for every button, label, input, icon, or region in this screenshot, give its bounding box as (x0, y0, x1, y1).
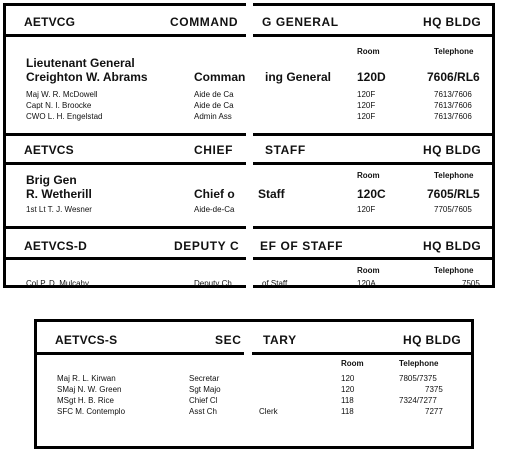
section-title-sec-cont: TARY (263, 333, 297, 347)
staff-phone: 7613/7606 (434, 90, 472, 99)
staff-position: Deputy Ch (194, 279, 232, 288)
staff-room: 120F (357, 90, 376, 99)
staff-name: 1st Lt T. J. Wesner (26, 205, 92, 214)
section-bldg-sec: HQ BLDG (403, 333, 462, 347)
room-header: Room (357, 266, 380, 275)
staff-room: 118 (341, 407, 354, 416)
staff-phone: 7705/7605 (434, 205, 472, 214)
lead-position-cont: ing General (265, 70, 332, 84)
section-title-cos-cont: STAFF (265, 143, 306, 157)
staff-name: Capt N. I. Broocke (26, 101, 92, 110)
staff-name: Maj R. L. Kirwan (57, 374, 116, 383)
section-bldg-cg: HQ BLDG (423, 15, 482, 29)
lead-position-cont: Staff (258, 187, 285, 201)
lead-position: Comman (194, 70, 246, 84)
section-bldg-dcos: HQ BLDG (423, 239, 482, 253)
section-title-cos: CHIEF (194, 143, 233, 157)
staff-position: Aide de Ca (194, 90, 234, 99)
staff-room: 120F (357, 112, 376, 121)
section-title-dcos-cont: EF OF STAFF (260, 239, 344, 253)
staff-phone: 7805/7375 (399, 374, 437, 383)
directory-card-secretary (34, 319, 474, 449)
staff-position: Sgt Majo (189, 385, 221, 394)
lead-phone: 7606/RL6 (427, 70, 480, 84)
lead-rank: Brig Gen (26, 173, 77, 187)
lead-name: Creighton W. Abrams (26, 70, 148, 84)
staff-name: SFC M. Contemplo (57, 407, 126, 416)
staff-room: 120F (357, 205, 376, 214)
staff-position-cont: Clerk (259, 407, 278, 416)
staff-phone: 7324/7277 (399, 396, 437, 405)
staff-position: Admin Ass (194, 112, 232, 121)
staff-phone: 7375 (425, 385, 443, 394)
telephone-header: Telephone (434, 47, 474, 56)
staff-room: 120 (341, 385, 355, 394)
section-code-cg: AETVCG (24, 15, 76, 29)
section-code-sec: AETVCS-S (55, 333, 118, 347)
lead-room: 120C (357, 187, 386, 201)
lead-rank: Lieutenant General (26, 56, 135, 70)
staff-phone: 7613/7606 (434, 112, 472, 121)
section-code-cos: AETVCS (24, 143, 74, 157)
section-title-sec: SEC (215, 333, 242, 347)
staff-name: Col P. D. Mulcahy (26, 279, 89, 288)
staff-name: Maj W. R. McDowell (26, 90, 98, 99)
staff-position: Aide de Ca (194, 101, 234, 110)
section-code-dcos: AETVCS-D (24, 239, 87, 253)
section-title-cg: COMMAND (170, 15, 239, 29)
room-header: Room (341, 359, 364, 368)
lead-position: Chief o (194, 187, 235, 201)
staff-phone: 7277 (425, 407, 443, 416)
staff-room: 120A (357, 279, 376, 288)
divider (37, 352, 471, 355)
staff-phone: 7613/7606 (434, 101, 472, 110)
staff-name: SMaj N. W. Green (57, 385, 122, 394)
section-title-dcos: DEPUTY C (174, 239, 240, 253)
staff-room: 118 (341, 396, 354, 405)
lead-name: R. Wetherill (26, 187, 92, 201)
staff-position: Asst Ch (189, 407, 218, 416)
staff-position: Secretar (189, 374, 220, 383)
section-title-cg-cont: G GENERAL (262, 15, 339, 29)
lead-phone: 7605/RL5 (427, 187, 480, 201)
torn-gap (244, 322, 252, 398)
staff-room: 120 (341, 374, 355, 383)
staff-name: CWO L. H. Engelstad (26, 112, 103, 121)
telephone-header: Telephone (434, 171, 474, 180)
staff-name: MSgt H. B. Rice (57, 396, 114, 405)
room-header: Room (357, 171, 380, 180)
section-bldg-cos: HQ BLDG (423, 143, 482, 157)
staff-room: 120F (357, 101, 376, 110)
staff-phone: 7505 (462, 279, 480, 288)
lead-room: 120D (357, 70, 386, 84)
torn-gap (246, 0, 253, 292)
staff-position: Chief Cl (189, 396, 218, 405)
staff-position: Aide-de-Ca (194, 205, 235, 214)
telephone-header: Telephone (399, 359, 439, 368)
staff-position-cont: of Staff (262, 279, 288, 288)
room-header: Room (357, 47, 380, 56)
telephone-header: Telephone (434, 266, 474, 275)
